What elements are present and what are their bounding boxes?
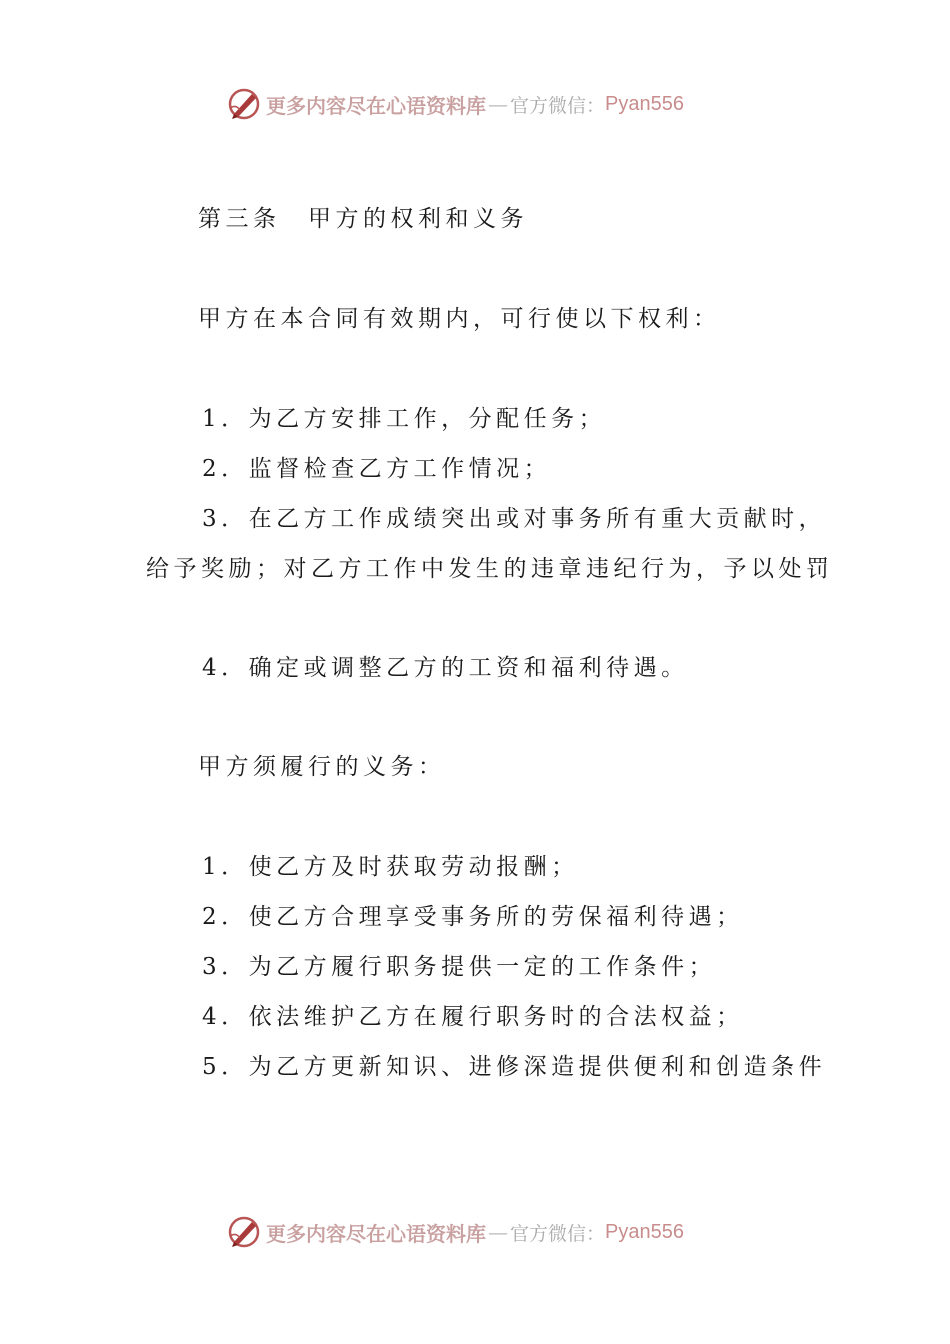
pen-logo-icon (226, 1214, 262, 1250)
article-heading: 第三条 甲方的权利和义务 (198, 206, 528, 232)
header-banner (226, 84, 684, 124)
duties-intro: 甲方须履行的义务： (198, 754, 446, 780)
duties-item-5: 5．为乙方更新知识、进修深造提供便利和创造条件 (202, 1054, 827, 1080)
site-name: 更多内容尽在心语资料库 (266, 93, 486, 118)
rights-item-3-continued: 给予奖励；对乙方工作中发生的违章违纪行为，予以处罚 (146, 556, 834, 582)
site-name: 更多内容尽在心语资料库 (266, 1221, 486, 1246)
rights-intro: 甲方在本合同有效期内，可行使以下权利： (198, 306, 721, 332)
wechat-id: Pyan556 (605, 1220, 684, 1243)
wechat-label: 官方微信： (510, 1222, 606, 1245)
footer-banner (226, 1212, 684, 1252)
duties-item-3: 3．为乙方履行职务提供一定的工作条件； (202, 954, 717, 980)
banner-dash: — (488, 92, 508, 116)
wechat-label: 官方微信： (510, 94, 606, 117)
duties-item-1: 1．使乙方及时获取劳动报酬； (202, 854, 579, 880)
banner-dash: — (488, 1220, 508, 1244)
wechat-id: Pyan556 (605, 92, 684, 115)
duties-item-4: 4．依法维护乙方在履行职务时的合法权益； (202, 1004, 744, 1030)
rights-item-1: 1．为乙方安排工作，分配任务； (202, 406, 607, 432)
rights-item-2: 2．监督检查乙方工作情况； (202, 456, 552, 482)
duties-item-2: 2．使乙方合理享受事务所的劳保福利待遇； (202, 904, 744, 930)
rights-item-3: 3．在乙方工作成绩突出或对事务所有重大贡献时， (202, 506, 827, 532)
pen-logo-icon (226, 86, 262, 122)
rights-item-4: 4．确定或调整乙方的工资和福利待遇。 (202, 655, 689, 681)
